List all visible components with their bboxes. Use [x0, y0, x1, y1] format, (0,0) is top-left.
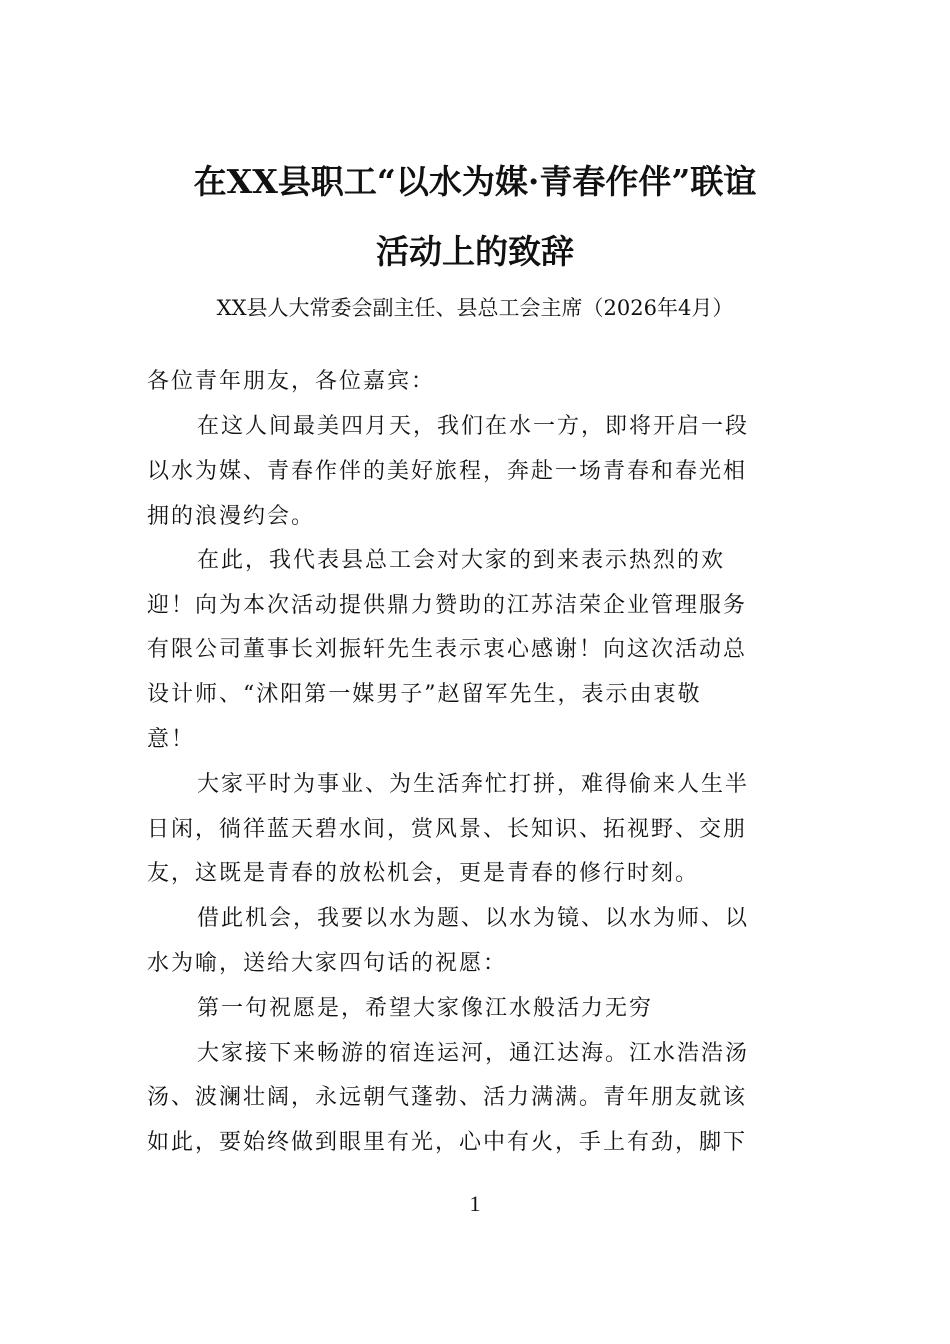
body-line: 在此，我代表县总工会对大家的到来表示热烈的欢	[197, 548, 726, 573]
page-number: 1	[469, 1191, 481, 1216]
body-line: 意！	[147, 727, 196, 752]
body-line: 水为喻，送给大家四句话的祝愿：	[147, 951, 508, 976]
body-line: 汤、波澜壮阔，永远朝气蓬勃、活力满满。青年朋友就该	[147, 1085, 748, 1110]
body-line: 拥的浪漫约会。	[147, 504, 316, 529]
body-line: 借此机会，我要以水为题、以水为镜、以水为师、以	[197, 906, 750, 931]
body-line: 迎！向为本次活动提供鼎力赞助的江苏洁荣企业管理服务	[147, 593, 748, 618]
body-line: 有限公司董事长刘振轩先生表示衷心感谢！向这次活动总	[147, 637, 748, 662]
document-title-line-2: 活动上的致辞	[376, 232, 574, 271]
body-line: 设计师、“沭阳第一媒男子”赵留军先生，表示由衷敬	[147, 682, 702, 707]
body-line: 友，这既是青春的放松机会，更是青春的修行时刻。	[147, 861, 700, 886]
body-line: 各位青年朋友，各位嘉宾：	[147, 369, 436, 394]
body-line: 第一句祝愿是，希望大家像江水般活力无穷	[197, 996, 654, 1021]
body-line: 以水为媒、青春作伴的美好旅程，奔赴一场青春和春光相	[147, 459, 748, 484]
document-title-line-1: 在XX县职工“以水为媒·青春作伴”联谊	[193, 162, 757, 201]
body-line: 如此，要始终做到眼里有光，心中有火，手上有劲，脚下	[147, 1130, 748, 1155]
document-subtitle: XX县人大常委会副主任、县总工会主席（2026年4月）	[216, 296, 734, 320]
body-line: 日闲，徜徉蓝天碧水间，赏风景、长知识、拓视野、交朋	[147, 817, 748, 842]
body-line: 在这人间最美四月天，我们在水一方，即将开启一段	[197, 414, 750, 439]
body-line: 大家接下来畅游的宿连运河，通江达海。江水浩浩汤	[197, 1041, 750, 1066]
body-line: 大家平时为事业、为生活奔忙打拼，难得偷来人生半	[197, 772, 750, 797]
